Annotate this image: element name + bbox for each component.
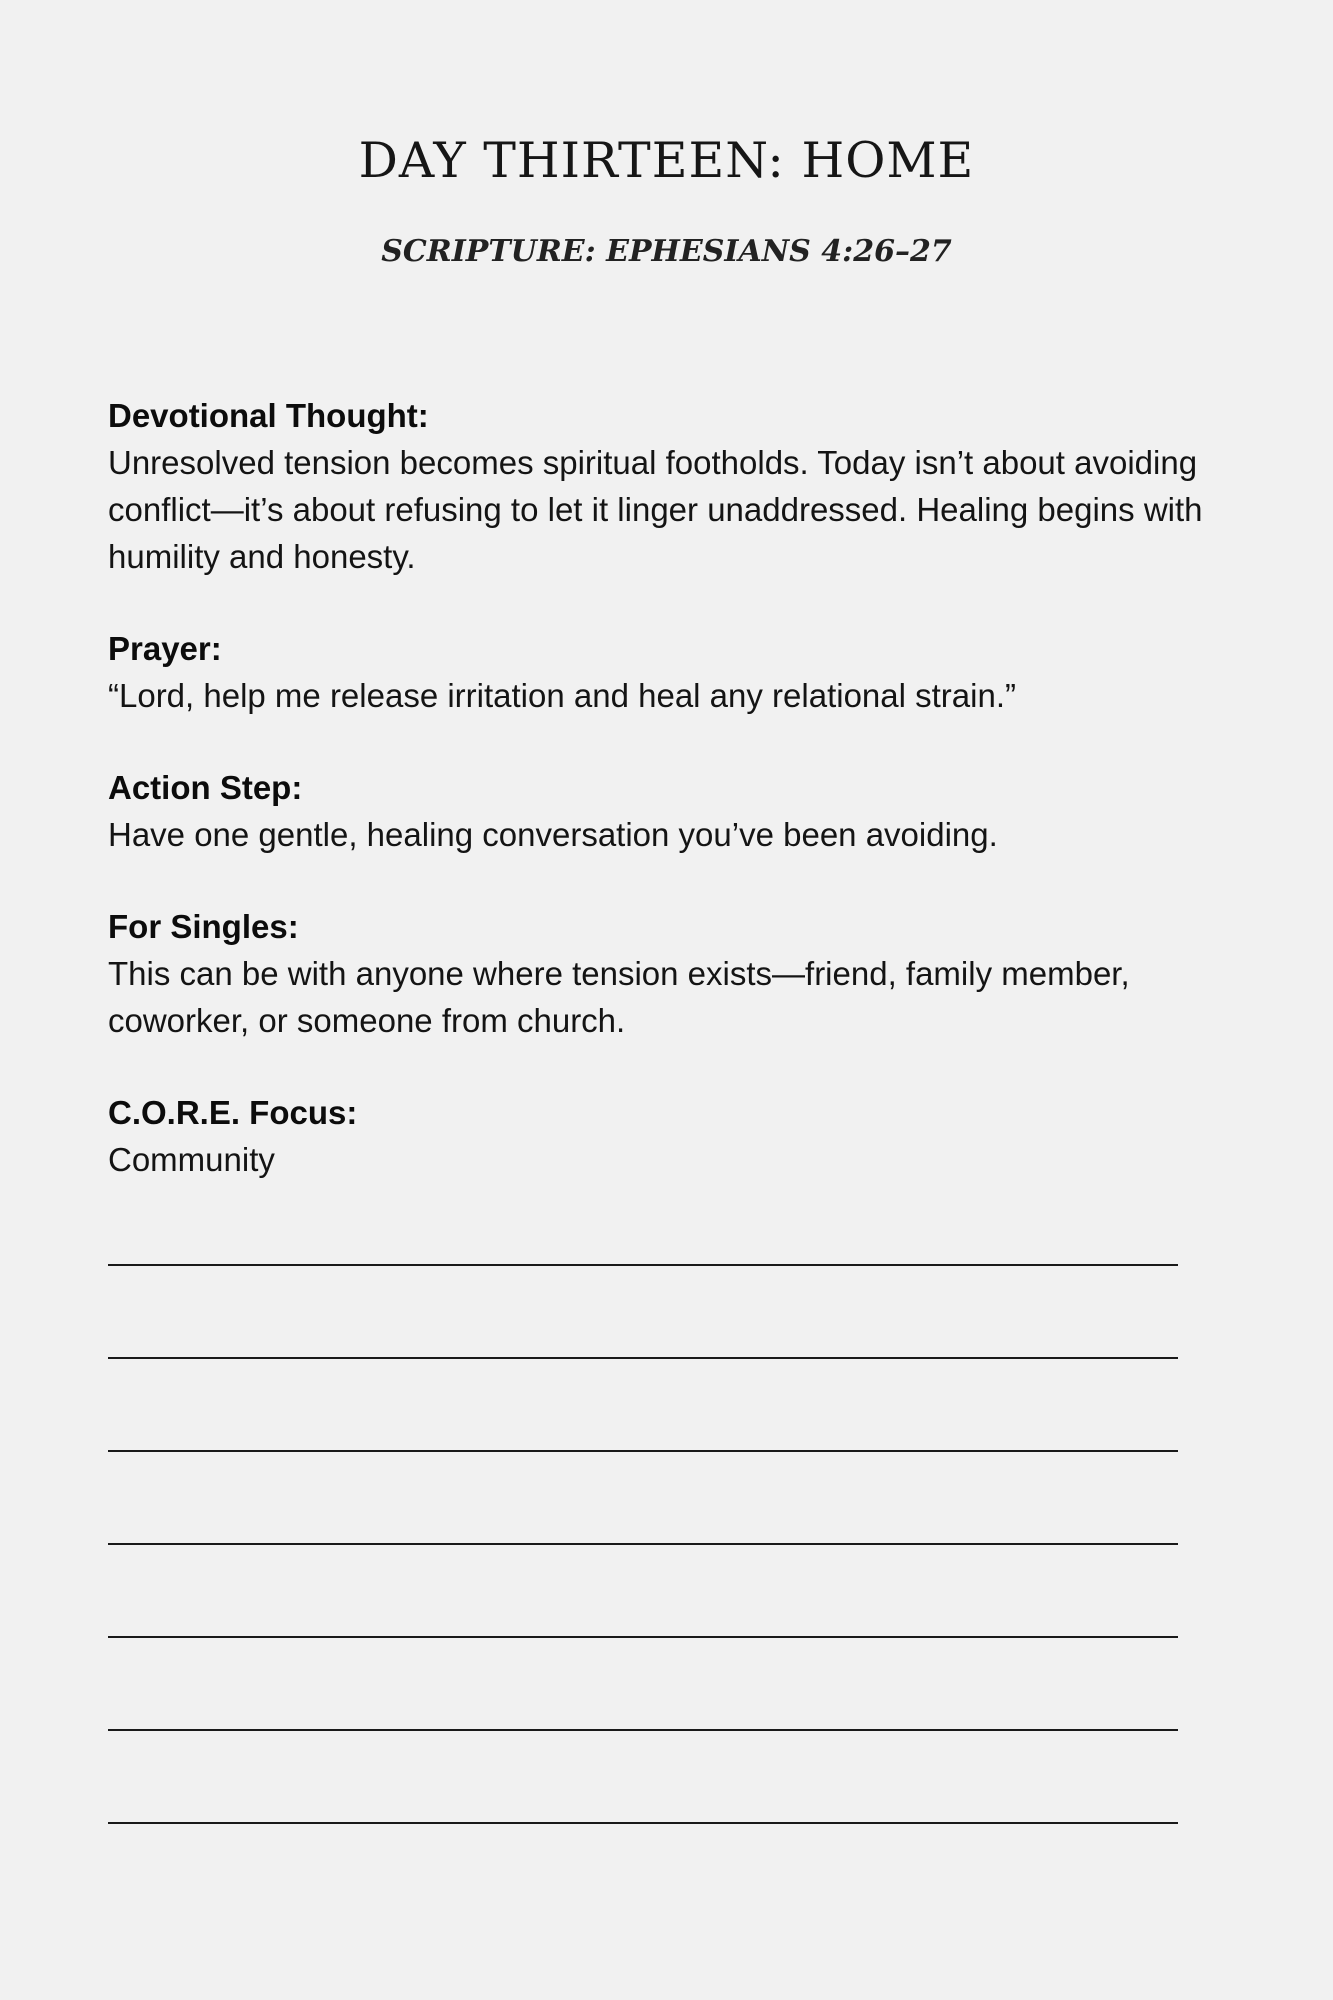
journal-writing-lines: [108, 1264, 1178, 1915]
scripture-reference: SCRIPTURE: EPHESIANS 4:26–27: [381, 234, 952, 269]
section-heading: C.O.R.E. Focus:: [108, 1094, 358, 1131]
section-text: Have one gentle, healing conversation you’ve been avoiding.: [108, 816, 998, 853]
devotional-content: [108, 392, 1218, 1228]
section-text: Community: [108, 1141, 275, 1178]
writing-line: [108, 1357, 1178, 1359]
section-for-singles: [108, 903, 1218, 1044]
section-text: Unresolved tension becomes spiritual footholds. Today isn’t about avoiding conflict—it’s about refusing to let it linger unaddressed. Healing begins with humility and honesty.: [108, 444, 1203, 575]
writing-line: [108, 1729, 1178, 1731]
section-core-focus: [108, 1089, 1218, 1183]
writing-line: [108, 1543, 1178, 1545]
section-text: This can be with anyone where tension exists—friend, family member, coworker, or someone from church.: [108, 955, 1130, 1039]
writing-line: [108, 1636, 1178, 1638]
page-title: DAY THIRTEEN: HOME: [358, 132, 975, 189]
section-heading: Devotional Thought:: [108, 397, 429, 434]
section-heading: Prayer:: [108, 630, 222, 667]
section-heading: Action Step:: [108, 769, 303, 806]
section-heading: For Singles:: [108, 908, 299, 945]
writing-line: [108, 1450, 1178, 1452]
writing-line: [108, 1822, 1178, 1824]
section-text: “Lord, help me release irritation and heal any relational strain.”: [108, 677, 1016, 714]
section-action-step: [108, 764, 1218, 858]
section-devotional-thought: [108, 392, 1218, 580]
writing-line: [108, 1264, 1178, 1266]
section-prayer: [108, 625, 1218, 719]
